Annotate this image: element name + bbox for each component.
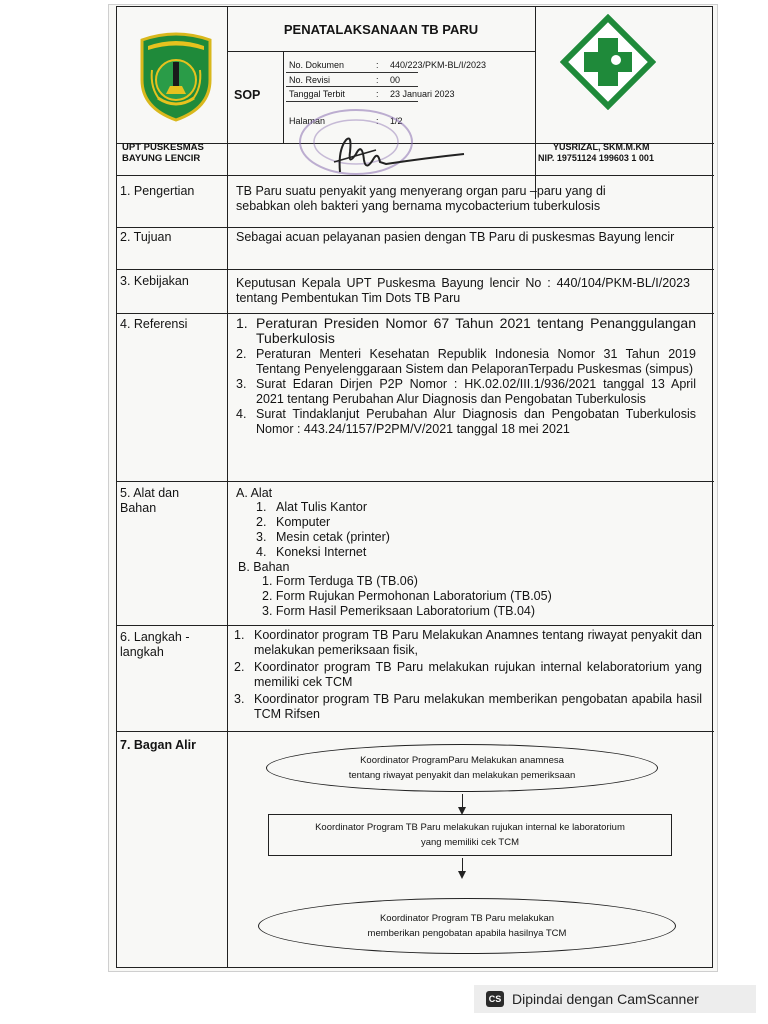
bahan-text: Form Rujukan Permohonan Laboratorium (TB.05) bbox=[275, 589, 552, 603]
langkah-text: Koordinator program TB Paru melakukan memberikan pengobatan apabila hasil TCM Rifsen bbox=[254, 692, 702, 721]
meta-label-rev: No. Revisi bbox=[289, 75, 331, 85]
list-item bbox=[262, 604, 552, 619]
ref-text: Surat Tindaklanjut Perubahan Alur Diagnosis dan Pengobatan Tuberkulosis Nomor : 443.24/1157/P2PM/V/2021 tanggal 18 mei 2021 bbox=[256, 407, 696, 436]
row-line-2 bbox=[117, 227, 714, 228]
bahan-text: Form Hasil Pemeriksaan Laboratorium (TB.04) bbox=[275, 604, 536, 618]
meta-sep-page: : bbox=[376, 116, 379, 126]
row-line-6 bbox=[117, 625, 714, 626]
flow-step-1 bbox=[266, 744, 658, 792]
regency-emblem bbox=[136, 30, 216, 122]
title-underline bbox=[227, 51, 535, 52]
alat-number: 4. bbox=[256, 545, 267, 559]
pengertian-text: TB Paru suatu penyakit yang menyerang organ paru –paru yang di sebabkan oleh bakteri yang bernama mycobacterium tuberkulosis bbox=[236, 184, 606, 213]
sop-box-divider bbox=[283, 51, 284, 143]
ref-text: Peraturan Menteri Kesehatan Republik Indonesia Nomor 31 Tahun 2019 Tentang Penyelenggaraan Sistem dan PelaporanTerpadu Puskesmas (simpus) bbox=[256, 347, 696, 376]
list-item bbox=[236, 316, 696, 346]
row-line-3 bbox=[117, 269, 714, 270]
alat-number: 1. bbox=[256, 500, 267, 514]
alat-label-line2: Bahan bbox=[120, 501, 157, 515]
referensi-label: 4. Referensi bbox=[120, 317, 188, 331]
meta-rule-3 bbox=[286, 101, 418, 102]
meta-sep-rev: : bbox=[376, 75, 379, 85]
list-item bbox=[256, 530, 390, 545]
flow-step-2-line1: Koordinator Program TB Paru melakukan rujukan internal ke laboratorium bbox=[315, 822, 625, 833]
meta-value-page: 1/2 bbox=[390, 116, 403, 126]
alat-text: Komputer bbox=[276, 515, 331, 529]
meta-rule-2 bbox=[286, 86, 418, 87]
kebijakan-label: 3. Kebijakan bbox=[120, 274, 189, 288]
bahan-number: 3. bbox=[262, 604, 273, 618]
ref-number: 1. bbox=[236, 315, 248, 331]
flow-step-1-line2: tentang riwayat penyakit dan melakukan pemeriksaan bbox=[348, 770, 576, 781]
list-item bbox=[262, 574, 552, 589]
langkah-number: 3. bbox=[234, 692, 245, 706]
meta-sep-doc: : bbox=[376, 60, 379, 70]
camscanner-text: Dipindai dengan CamScanner bbox=[512, 991, 699, 1007]
alat-text: Mesin cetak (printer) bbox=[276, 530, 390, 544]
langkah-text: Koordinator program TB Paru melakukan rujukan internal kelaboratorium yang memiliki cek TCM bbox=[254, 660, 702, 689]
meta-label-date: Tanggal Terbit bbox=[289, 89, 345, 99]
ref-number: 4. bbox=[236, 407, 247, 421]
flow-step-3-line1: Koordinator Program TB Paru melakukan bbox=[379, 913, 555, 924]
signer-nip: NIP. 19751124 199603 1 001 bbox=[538, 153, 654, 163]
camscanner-watermark bbox=[474, 985, 756, 1013]
flow-step-3-line2: memberikan pengobatan apabila hasilnya TCM bbox=[367, 928, 567, 939]
meta-value-doc: 440/223/PKM-BL/I/2023 bbox=[390, 60, 487, 70]
list-item bbox=[236, 407, 696, 436]
referensi-list bbox=[236, 316, 696, 437]
row-line-4 bbox=[117, 313, 714, 314]
alat-group-b: B. Bahan bbox=[238, 560, 290, 574]
list-item bbox=[236, 377, 696, 406]
meta-sep-date: : bbox=[376, 89, 379, 99]
ref-number: 2. bbox=[236, 347, 247, 361]
list-item bbox=[236, 347, 696, 376]
document-title: PENATALAKSANAAN TB PARU bbox=[283, 22, 479, 37]
bahan-number: 1. bbox=[262, 574, 273, 588]
kebijakan-text: Keputusan Kepala UPT Puskesma Bayung lencir No : 440/104/PKM-BL/I/2023 tentang Pembentukan Tim Dots TB Paru bbox=[236, 276, 690, 305]
list-item bbox=[256, 545, 390, 560]
tujuan-label: 2. Tujuan bbox=[120, 230, 172, 244]
row-line-5 bbox=[117, 481, 714, 482]
langkah-label-line1: 6. Langkah - bbox=[120, 630, 190, 644]
list-item bbox=[234, 628, 702, 657]
list-item bbox=[234, 692, 702, 721]
meta-label-doc: No. Dokumen bbox=[289, 60, 345, 70]
flow-arrow-1 bbox=[462, 794, 463, 808]
langkah-text: Koordinator program TB Paru Melakukan Anamnes tentang riwayat penyakit dan melakukan pemeriksaan fisik, bbox=[254, 628, 702, 657]
alat-text: Koneksi Internet bbox=[276, 545, 367, 559]
bahan-number: 2. bbox=[262, 589, 273, 603]
ref-number: 3. bbox=[236, 377, 247, 391]
meta-label-page: Halaman bbox=[289, 116, 326, 126]
list-item bbox=[234, 660, 702, 689]
alat-label-line1: 5. Alat dan bbox=[120, 486, 180, 500]
body-label-divider bbox=[227, 175, 228, 967]
alat-number: 2. bbox=[256, 515, 267, 529]
langkah-number: 1. bbox=[234, 628, 245, 642]
ref-text: Surat Edaran Dirjen P2P Nomor : HK.02.02/III.1/936/2021 tanggal 13 April 2021 tentang Perubahan Alur Diagnosis dan Pengobatan Tuberkulosis bbox=[256, 377, 696, 406]
header-divider-right bbox=[535, 7, 536, 199]
meta-value-rev: 00 bbox=[390, 75, 401, 85]
bahan-list bbox=[262, 574, 552, 619]
langkah-list bbox=[234, 628, 702, 722]
org-line-1: UPT PUSKESMAS bbox=[122, 142, 204, 153]
org-line-2: BAYUNG LENCIR bbox=[122, 153, 201, 164]
alat-list bbox=[256, 500, 390, 560]
signer-name: YUSRIZAL, SKM.M.KM bbox=[553, 142, 650, 152]
ref-text: Peraturan Presiden Nomor 67 Tahun 2021 tentang Penanggulangan Tuberkulosis bbox=[256, 315, 696, 346]
sop-label: SOP bbox=[234, 88, 261, 102]
flow-step-3 bbox=[258, 898, 676, 954]
alat-number: 3. bbox=[256, 530, 267, 544]
langkah-label-line2: langkah bbox=[120, 645, 164, 659]
list-item bbox=[262, 589, 552, 604]
row-line-7 bbox=[117, 731, 714, 732]
meta-value-date: 23 Januari 2023 bbox=[390, 89, 455, 99]
meta-rule-1 bbox=[286, 72, 418, 73]
bahan-text: Form Terduga TB (TB.06) bbox=[275, 574, 418, 588]
signature bbox=[326, 132, 466, 178]
camscanner-icon: CS bbox=[486, 991, 504, 1007]
flow-step-1-line1: Koordinator ProgramParu Melakukan anamnesa bbox=[360, 755, 564, 766]
flow-arrow-2 bbox=[462, 858, 463, 872]
alat-text: Alat Tulis Kantor bbox=[276, 500, 368, 514]
alat-group-a: A. Alat bbox=[236, 486, 273, 500]
pengertian-label: 1. Pengertian bbox=[120, 184, 195, 198]
list-item bbox=[256, 515, 390, 530]
bagan-label: 7. Bagan Alir bbox=[120, 738, 196, 752]
flow-step-2-line2: yang memiliki cek TCM bbox=[420, 837, 519, 848]
tujuan-text: Sebagai acuan pelayanan pasien dengan TB Paru di puskesmas Bayung lencir bbox=[236, 230, 675, 244]
list-item bbox=[256, 500, 390, 515]
langkah-number: 2. bbox=[234, 660, 245, 674]
puskesmas-logo bbox=[560, 14, 656, 110]
flow-step-2 bbox=[268, 814, 672, 856]
